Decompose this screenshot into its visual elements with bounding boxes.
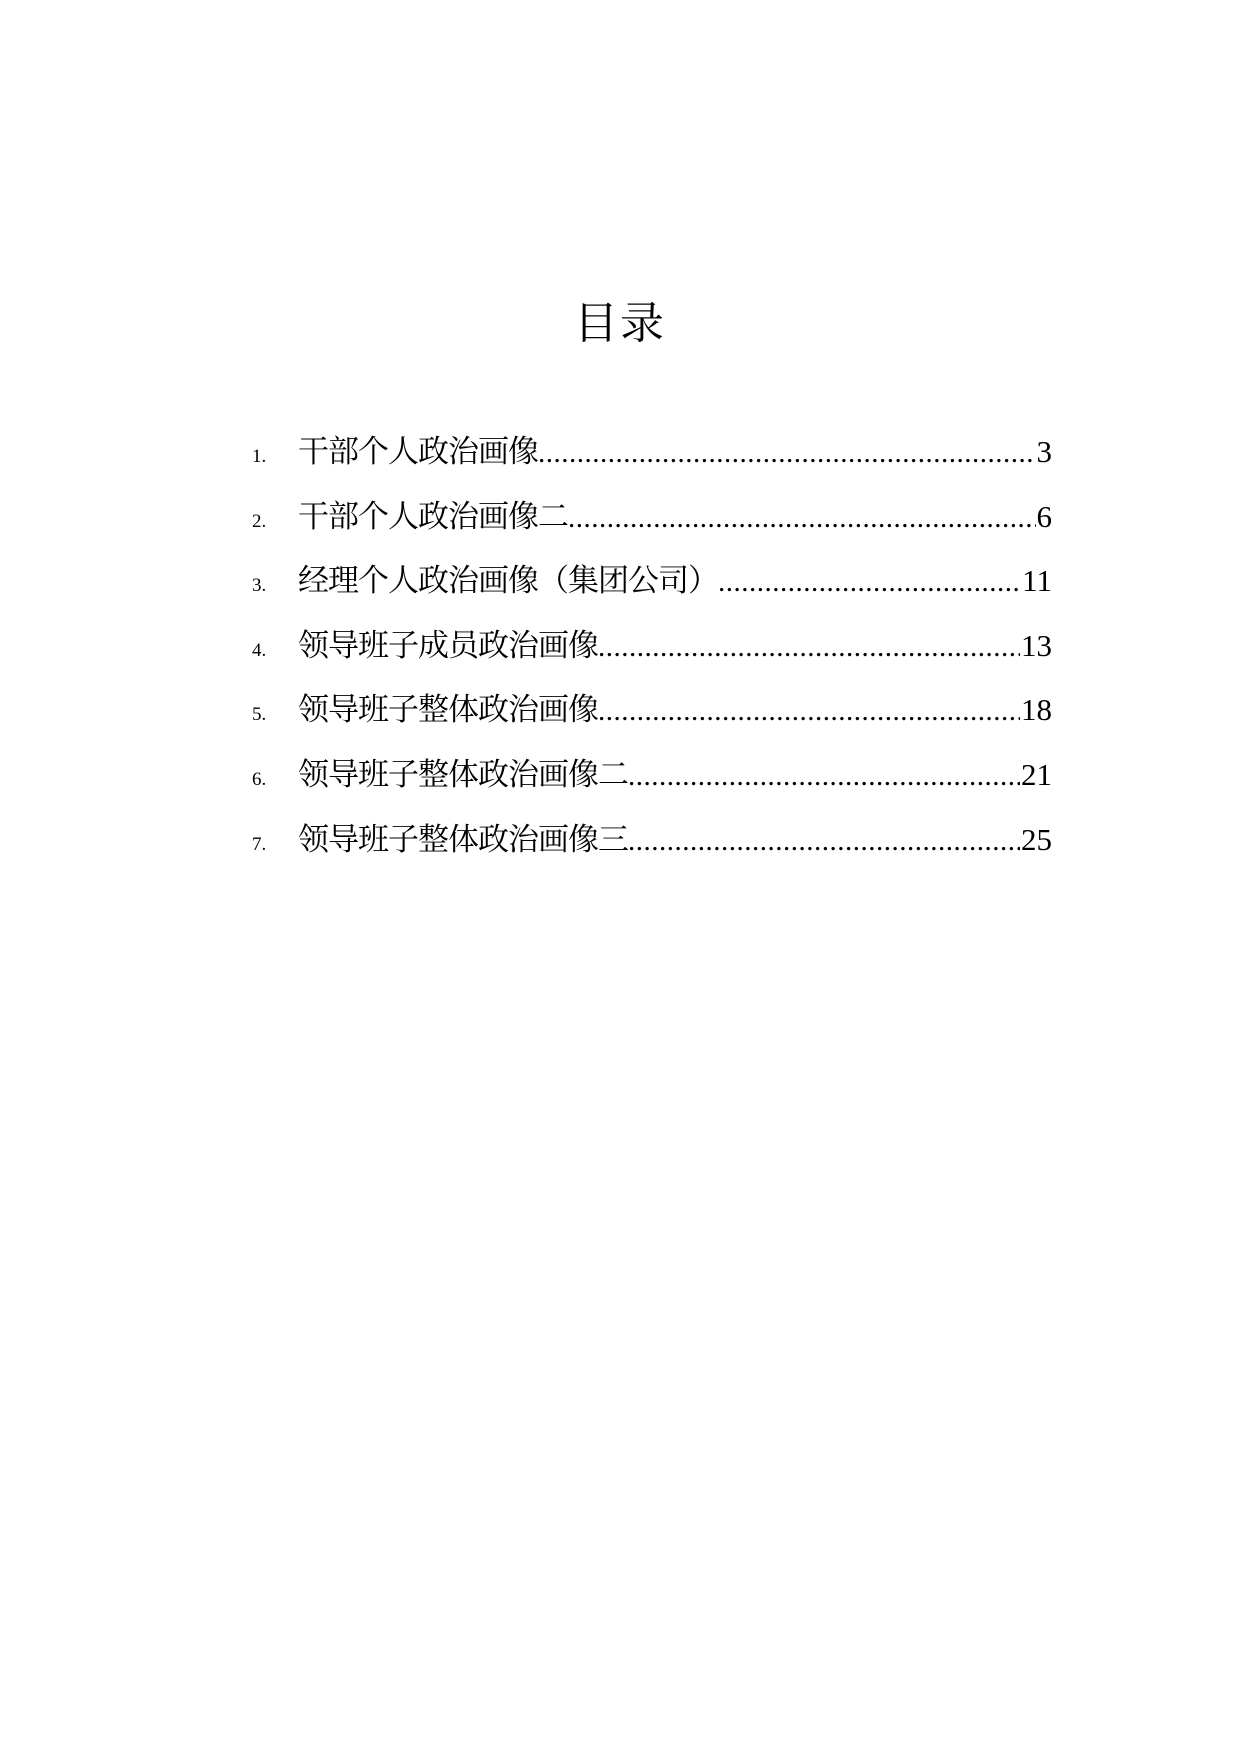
toc-entry-number: 5. — [252, 704, 267, 726]
toc-dot-leader — [568, 502, 1036, 535]
toc-entry[interactable] — [252, 491, 1052, 556]
toc-entry-number: 3. — [252, 575, 267, 597]
toc-dot-leader — [538, 437, 1036, 470]
toc-entry-title[interactable]: 领导班子整体政治画像 — [298, 692, 598, 729]
toc-entry-page[interactable]: 13 — [1021, 627, 1052, 663]
toc-entry-page[interactable]: 25 — [1021, 821, 1052, 857]
toc-entry-page[interactable]: 18 — [1021, 692, 1052, 728]
toc-entry-title[interactable]: 领导班子整体政治画像三 — [298, 821, 628, 858]
toc-entry-number: 2. — [252, 510, 267, 532]
toc-entry-page[interactable]: 11 — [1022, 563, 1052, 599]
toc-entry-title[interactable]: 干部个人政治画像二 — [298, 498, 568, 535]
toc-entry-title[interactable]: 干部个人政治画像 — [298, 434, 538, 470]
page-title: 目录 — [574, 298, 666, 349]
toc-entry-title[interactable]: 领导班子成员政治画像 — [298, 627, 598, 664]
toc-entry-title[interactable]: 领导班子整体政治画像二 — [298, 756, 628, 793]
toc-entry[interactable] — [252, 426, 1052, 491]
toc-entry-title[interactable]: 经理个人政治画像（集团公司） — [298, 563, 718, 600]
toc-entry-page[interactable]: 6 — [1036, 498, 1052, 534]
toc-entry-number: 1. — [252, 446, 267, 467]
toc-dot-leader — [628, 825, 1020, 858]
table-of-contents — [252, 426, 1052, 878]
toc-entry-number: 7. — [252, 833, 267, 855]
toc-entry-page[interactable]: 3 — [1036, 434, 1052, 469]
toc-entry[interactable] — [252, 684, 1052, 749]
toc-entry[interactable] — [252, 749, 1052, 814]
toc-dot-leader — [628, 760, 1020, 793]
toc-dot-leader — [598, 695, 1020, 728]
toc-entry[interactable] — [252, 620, 1052, 685]
toc-dot-leader — [718, 566, 1021, 599]
toc-entry-number: 6. — [252, 768, 267, 790]
toc-entry[interactable] — [252, 555, 1052, 620]
toc-entry[interactable] — [252, 814, 1052, 879]
toc-entry-number: 4. — [252, 639, 267, 661]
toc-entry-page[interactable]: 21 — [1021, 756, 1052, 792]
toc-dot-leader — [598, 631, 1020, 664]
